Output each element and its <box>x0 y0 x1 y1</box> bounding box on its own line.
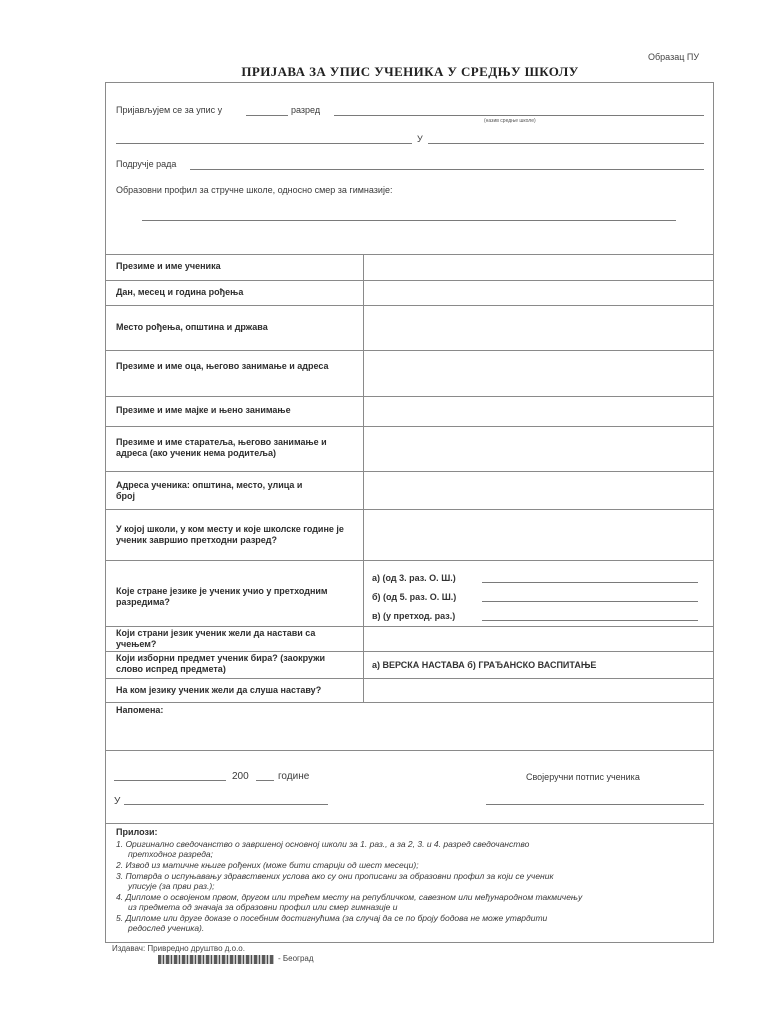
label-previous-school: У којој школи, у ком месту и које школске године је ученик завршио претходни разред? <box>116 524 344 545</box>
grade-label: разред <box>291 105 321 115</box>
label-continue-language: Који страни језик ученик жели да настави са учењем? <box>116 628 316 649</box>
grade-field[interactable] <box>246 115 288 116</box>
label-father: Презиме и име оца, његово занимање и адреса <box>116 361 329 371</box>
label-mother: Презиме и име мајке и њено занимање <box>116 405 291 415</box>
school-name-field[interactable] <box>334 115 704 116</box>
label-student-name: Презиме и име ученика <box>116 261 221 271</box>
label-elective: Који изборни предмет ученик бира? (заокружи слово испред предмета) <box>116 653 326 674</box>
attachment-line: 5. Дипломе или друге доказе о посебним достигнућима (за случај да се по броју бодова не може утврдити <box>116 913 548 923</box>
attachment-line: 1. Оригинално сведочанство о завршеној основној школи за 1. раз., а за 2, 3. и 4. разред сведочанство <box>116 839 530 849</box>
label-guardian: Презиме и име старатеља, његово занимање и адреса (ако ученик нема родитеља) <box>116 437 327 458</box>
signature-field[interactable] <box>486 804 704 805</box>
publisher-city: - Београд <box>278 954 314 963</box>
enroll-label: Пријављујем се за упис у <box>116 105 223 115</box>
label-instruction-language: На ком језику ученик жели да слуша наставу? <box>116 685 322 695</box>
label-birth-place: Место рођења, општина и држава <box>116 322 268 332</box>
attachment-line: 4. Дипломе о освојеном првом, другом или трећем месту на републичком, савезном или међународном такмичењу <box>116 892 583 902</box>
language-option-c: в) (у претход. раз.) <box>372 611 456 621</box>
attachment-line: редослед ученика). <box>128 923 205 933</box>
signature-label: Својеручни потпис ученика <box>526 772 640 782</box>
school-hint: (назив средње школе) <box>484 118 536 124</box>
attachment-line: из предмета од значаја за образовни профил или смер гимназије и <box>128 902 398 912</box>
form-title: ПРИЈАВА ЗА УПИС УЧЕНИКА У СРЕДЊУ ШКОЛУ <box>241 64 579 79</box>
language-option-a: а) (од 3. раз. О. Ш.) <box>372 573 456 583</box>
city-label: У <box>114 796 121 807</box>
attachment-line: 2. Извод из матичне књиге рођених (може бити старији од шест месеци); <box>116 860 419 870</box>
field-label: Подручје рада <box>116 159 177 169</box>
school-name-field-2[interactable] <box>116 143 412 144</box>
language-c-field[interactable] <box>482 620 698 621</box>
elective-options[interactable]: а) ВЕРСКА НАСТАВА б) ГРАЂАНСКО ВАСПИТАЊЕ <box>372 660 597 670</box>
field-input[interactable] <box>190 169 704 170</box>
attachment-line: 3. Потврда о испуњавању здравствених услова ако су они прописани за образовни профил за који се ученик <box>116 871 554 881</box>
note-label: Напомена: <box>116 705 164 715</box>
year-label: 200 <box>232 771 249 782</box>
school-city-label: У <box>417 134 423 144</box>
label-languages: Које стране језике је ученик учио у претходним разредима? <box>116 586 328 607</box>
profile-input[interactable] <box>142 220 676 221</box>
city-field[interactable] <box>124 804 328 805</box>
language-a-field[interactable] <box>482 582 698 583</box>
label-birth-date: Дан, месец и година рођења <box>116 287 244 297</box>
form-code: Образац ПУ <box>648 52 700 62</box>
attachment-line: уписује (за први раз.); <box>128 881 215 891</box>
profile-label: Образовни профил за стручне школе, односно смер за гимназије: <box>116 185 393 195</box>
publisher-logo <box>158 955 274 964</box>
attachments-title: Прилози: <box>116 827 158 837</box>
day-month-field[interactable] <box>114 780 226 781</box>
language-b-field[interactable] <box>482 601 698 602</box>
form-frame <box>105 82 714 943</box>
publisher-label: Издавач: Привредно друштво д.о.о. <box>112 944 245 953</box>
attachment-line: претходног разреда; <box>128 849 214 859</box>
year-suffix: године <box>278 771 310 782</box>
label-address: Адреса ученика: општина, место, улица и број <box>116 480 303 501</box>
year-field[interactable] <box>256 780 274 781</box>
school-city-field[interactable] <box>428 143 704 144</box>
language-option-b: б) (од 5. раз. О. Ш.) <box>372 592 457 602</box>
